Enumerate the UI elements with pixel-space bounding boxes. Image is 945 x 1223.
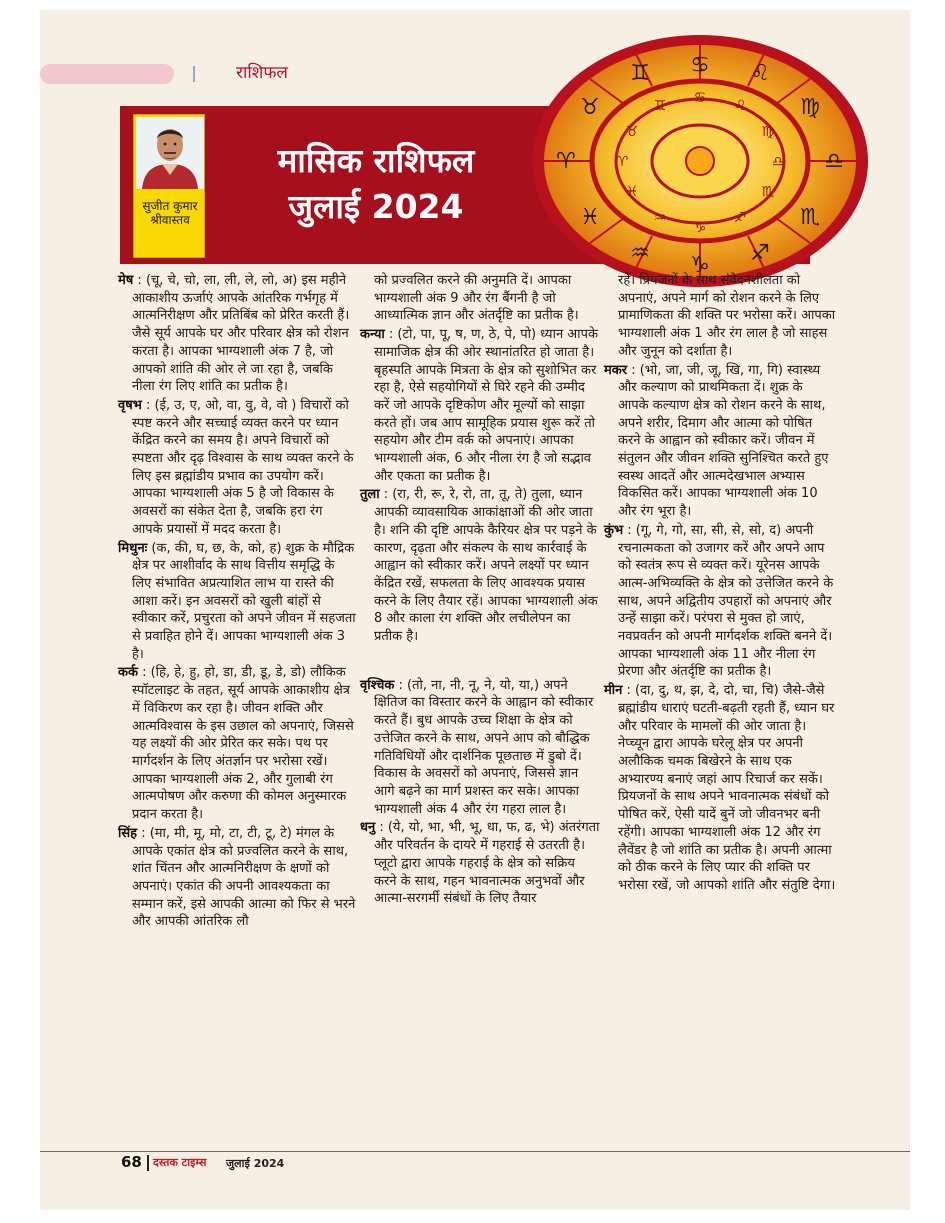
footer-divider: [40, 1151, 910, 1152]
title-line-1: मासिक राशिफल: [277, 141, 475, 180]
sign-name: धनु: [360, 820, 376, 836]
svg-text:♋: ♋: [690, 53, 710, 78]
svg-text:♍: ♍: [761, 124, 775, 140]
column-2: [360, 272, 600, 909]
svg-text:♍: ♍: [800, 95, 820, 120]
svg-text:♈: ♈: [556, 149, 576, 174]
horoscope-leo: [118, 825, 356, 931]
horoscope-taurus: [118, 397, 356, 539]
svg-text:♎: ♎: [824, 149, 844, 174]
zodiac-wheel-icon: [528, 32, 872, 290]
horoscope-text: : (हि, हे, हु, हो, डा, डी, डू, डे, डो) लौकिक स्पॉटलाइट के तहत, सूर्य आपके आकाशीय क्षेत्र में विकिरण कर रहा है। जीवन शक्ति और आत्मविश्वास के इस उछाल को अपनाएं, जिससे यह लक्ष्यों की ओर प्रेरित कर सके। पथ पर मार्गदर्शन के लिए अंतर्ज्ञान पर भरोसा रखें। आपका भाग्यशाली अंक 2, और गुलाबी रंग आत्मपोषण और करुणा की कोमल अनुस्मारक प्रदान करता है।: [132, 665, 354, 823]
sign-name: कुंभ: [604, 522, 624, 538]
sign-name: मिथुनः: [118, 540, 148, 556]
horoscope-text: (क, की, घ, छ, के, को, ह) शुक्र के मौद्रिक क्षेत्र पर आशीर्वाद के साथ वित्तीय समृद्धि के लिए संभावित अप्रत्याशित लाभ या रास्ते की आशा करें। इन अवसरों को खुली बांहों से स्वीकार करें, प्रचुरता को अपने जीवन में सहजता से प्रवाहित होने दें। आपका भाग्यशाली अंक 3 है।: [132, 540, 356, 662]
sign-name: सिंह: [118, 825, 138, 841]
sign-name: मीन: [604, 683, 623, 699]
svg-text:♌: ♌: [750, 61, 770, 86]
sign-name: तुला: [360, 487, 380, 503]
column-1: [118, 272, 356, 932]
sign-name: मेष: [118, 273, 134, 288]
horoscope-text: : (ई, उ, ए, ओ, वा, वु, वे, वो ) विचारों को स्पष्ट करने और सच्चाई व्यक्त करने पर ध्यान केंद्रित करने का समय है। अपने विचारों को स्पष्टता और दृढ़ विश्वास के साथ व्यक्त करने के लिए इस ब्रह्मांडीय प्रभाव का उपयोग करें। आपका भाग्यशाली अंक 5 है जो विकास के अवसरों का संकेत देता है, जबकि हरा रंग आपके प्रयासों में मदद करता है।: [132, 397, 354, 537]
magazine-page: [40, 10, 910, 1210]
svg-text:♌: ♌: [733, 98, 747, 114]
section-label: राशिफल: [236, 63, 288, 83]
sign-name: कन्या: [360, 327, 385, 343]
column-gap: [360, 647, 600, 677]
author-photo: [136, 117, 204, 189]
svg-text:♋: ♋: [693, 90, 707, 106]
svg-text:♎: ♎: [771, 154, 785, 170]
svg-text:♈: ♈: [615, 154, 629, 170]
horoscope-text: : (रा, री, रू, रे, रो, ता, तू, ते) तुला, ध्यान आपकी व्यावसायिक आकांक्षाओं की ओर जाता है। शनि की दृष्टि आपके कैरियर क्षेत्र पर पड़ने के कारण, दृढ़ता और संकल्प के साथ कार्रवाई के आह्वान को स्वीकार करें। अपने लक्ष्यों पर ध्यान केंद्रित रखें, सफलता के लिए आवश्यक प्रयास करने के लिए तैयार रहें। आपका भाग्यशाली अंक 8 और काला रंग शक्ति और लचीलेपन का प्रतीक है।: [374, 487, 598, 645]
sign-name: कर्क: [118, 665, 138, 681]
page-number: 68: [121, 1153, 142, 1171]
horoscope-text: : (तो, ना, नी, नू, ने, यो, या,) अपने क्षितिज का विस्तार करने के आह्वान को स्वीकार करते हैं। बुध आपके उच्च शिक्षा के क्षेत्र को उत्तेजित करने के साथ, अपने आप को बौद्धिक गतिविधियों और दार्शनिक पूछताछ में डुबो दें। विकास के अवसरों को अपनाएं, जिससे ज्ञान आगे बढ़ने का मार्ग प्रशस्त कर सके। आपका भाग्यशाली अंक 4 और रंग गहरा लाल है।: [374, 677, 594, 817]
sign-name: वृश्चिक: [360, 677, 395, 693]
svg-text:♏: ♏: [800, 205, 820, 230]
horoscope-virgo: [360, 326, 600, 485]
svg-text:♏: ♏: [761, 184, 775, 200]
svg-text:♐: ♐: [750, 241, 770, 266]
horoscope-scorpio: [360, 677, 600, 819]
horoscope-text: : (दा, दु, थ, झ, दे, दो, चा, चि) जैसे-जैसे ब्रह्मांडीय धाराएं घटती-बढ़ती रहती हैं, ध्यान घर और परिवार के मामलों की ओर जाता है। नेप्च्यून द्वारा आपके घरेलू क्षेत्र पर अपनी अलौकिक चमक बिखेरने के साथ एक अभ्यारण्य बनाएं जहां आप रिचार्ज कर सकें। प्रियजनों के साथ अपने भावनात्मक संबंधों को पोषित करें, ऐसी यादें बुनें जो जीवनभर बनी रहेंगी। आपका भाग्यशाली अंक 12 और रंग लैवेंडर है जो शांति का प्रतीक है। अपनी आत्मा को ठीक करने के लिए प्यार की शक्ति पर भरोसा रखें, जो आपको शांति और संतुष्टि देगा।: [618, 683, 836, 893]
horoscope-aries: [118, 272, 356, 396]
footer-separator: [147, 1155, 149, 1171]
horoscope-sagittarius: [360, 819, 600, 908]
sign-name: मकर: [604, 362, 628, 378]
header-pill: [40, 64, 174, 84]
svg-text:♓: ♓: [580, 205, 600, 230]
horoscope-text: : (टो, पा, पू, ष, ण, ठे, पे, पो) ध्यान आपके सामाजिक क्षेत्र की ओर स्थानांतरित हो जाता है। बृहस्पति आपके मित्रता के क्षेत्र को सुशोभित कर रहा है, ऐसे सहयोगियों से घिरे रहने की उम्मीद करें जो आपके दृष्टिकोण और मूल्यों को साझा करते हों। जब आप सामूहिक प्रयास शुरू करें तो सहयोग और टीम वर्क को अपनाएं। आपका भाग्यशाली अंक, 6 और नीला रंग है जो सद्भाव और एकता का प्रतीक है।: [374, 327, 598, 484]
svg-text:♊: ♊: [653, 98, 667, 114]
footer-date: जुलाई 2024: [226, 1157, 285, 1170]
horoscope-text: : (मा, मी, मू, मो, टा, टी, टू, टे) मंगल के आपके एकांत क्षेत्र को प्रज्वलित करने के साथ, शांत चिंतन और आत्मनिरीक्षण के क्षणों को अपनाएं। एकांत की अपनी आवश्यकता का सम्मान करें, इसे आपकी आत्मा को फिर से भरने और आपकी आंतरिक लौ: [132, 825, 356, 930]
horoscope-aquarius: [604, 522, 836, 681]
publication-logo: दस्तक टाइम्स: [153, 1156, 207, 1169]
svg-text:♓: ♓: [625, 184, 639, 200]
page-title: [240, 138, 512, 230]
svg-text:♊: ♊: [630, 61, 650, 86]
svg-text:♒: ♒: [653, 210, 667, 226]
column-3: [604, 272, 836, 896]
horoscope-gemini: [118, 540, 356, 664]
horoscope-libra: [360, 486, 600, 645]
horoscope-text: रहें। प्रियजनों के साथ संवेदनशीलता को अपनाएं, अपने मार्ग को रोशन करने के लिए प्रामाणिकता की शक्ति पर भरोसा करें। आपका भाग्यशाली अंक 1 और रंग लाल है जो साहस और जुनून को दर्शाता है।: [618, 273, 836, 359]
svg-text:♉: ♉: [625, 124, 639, 140]
horoscope-sagittarius-continued: [604, 272, 836, 361]
svg-text:♒: ♒: [630, 241, 650, 266]
horoscope-text: : (गू, गे, गो, सा, सी, से, सो, द) अपनी रचनात्मकता को उजागर करें और अपने आप को स्वतंत्र रूप से व्यक्त करें। यूरेनस आपके आत्म-अभिव्यक्ति के क्षेत्र को उत्तेजित करने के साथ, अपने अद्वितीय उपहारों को अपनाएं और उन्हें साझा करें। परंपरा से मुक्त हो जाएं, नवप्रवर्तन को अपनी मार्गदर्शक शक्ति बनने दें। आपका भाग्यशाली अंक 11 और नीला रंग प्रेरणा और अंतर्दृष्टि का प्रतीक है।: [618, 522, 834, 680]
svg-text:♉: ♉: [580, 95, 600, 120]
horoscope-text: : (भो, जा, जी, जू, खि, गा, गि) स्वास्थ्य और कल्याण को प्राथमिकता दें। शुक्र के आपके कल्याण क्षेत्र को रोशन करने के साथ, अपने शरीर, दिमाग और आत्मा को पोषित करने के आह्वान को स्वीकार करें। जीवन में संतुलन और जीवन शक्ति सुनिश्चित करते हुए स्वस्थ आदतें और आत्मदेखभाल अभ्यास विकसित करें। आपका भाग्यशाली अंक 10 और रंग भूरा है।: [618, 362, 829, 520]
author-box: [133, 114, 205, 258]
header-divider: [193, 66, 195, 82]
horoscope-text: को प्रज्वलित करने की अनुमति दें। आपका भाग्यशाली अंक 9 और रंग बैंगनी है जो आध्यात्मिक ज्ञान और अंतर्दृष्टि का प्रतीक है।: [374, 273, 579, 324]
horoscope-capricorn: [604, 362, 836, 521]
horoscope-cancer: [118, 664, 356, 823]
sign-name: वृषभ: [118, 397, 142, 413]
horoscope-text: : (ये, यो, भा, भी, भू, धा, फ, ढ, भे) अंतरंगता और परिवर्तन के दायरे में गहराई से उतरती है। प्लूटो द्वारा आपके गहराई के क्षेत्र को सक्रिय करने के साथ, गहन भावनात्मक अनुभवों और आत्मा-सरगर्मी संबंधों के लिए तैयार: [374, 820, 600, 907]
title-line-2: जुलाई 2024: [288, 187, 464, 226]
svg-text:♑: ♑: [690, 253, 710, 278]
author-name: सुजीत कुमार श्रीवास्तव: [142, 199, 198, 227]
horoscope-leo-continued: [360, 272, 600, 325]
svg-text:♐: ♐: [733, 210, 747, 226]
svg-text:♑: ♑: [693, 220, 707, 236]
horoscope-text: : (चू, चे, चो, ला, ली, ले, लो, अ) इस महीने आकाशीय ऊर्जाएं आपके आंतरिक गर्भगृह में आत्मनिरीक्षण और प्रतिबिंब को प्रेरित करती हैं। जैसे सूर्य आपके घर और परिवार क्षेत्र को रोशन करता है। आपका भाग्यशाली अंक 7 है, जो आपको शांति की ओर ले जा रहा है, जबकि नीला रंग लिए शांति का प्रतीक है।: [132, 273, 350, 395]
horoscope-pisces: [604, 682, 836, 894]
